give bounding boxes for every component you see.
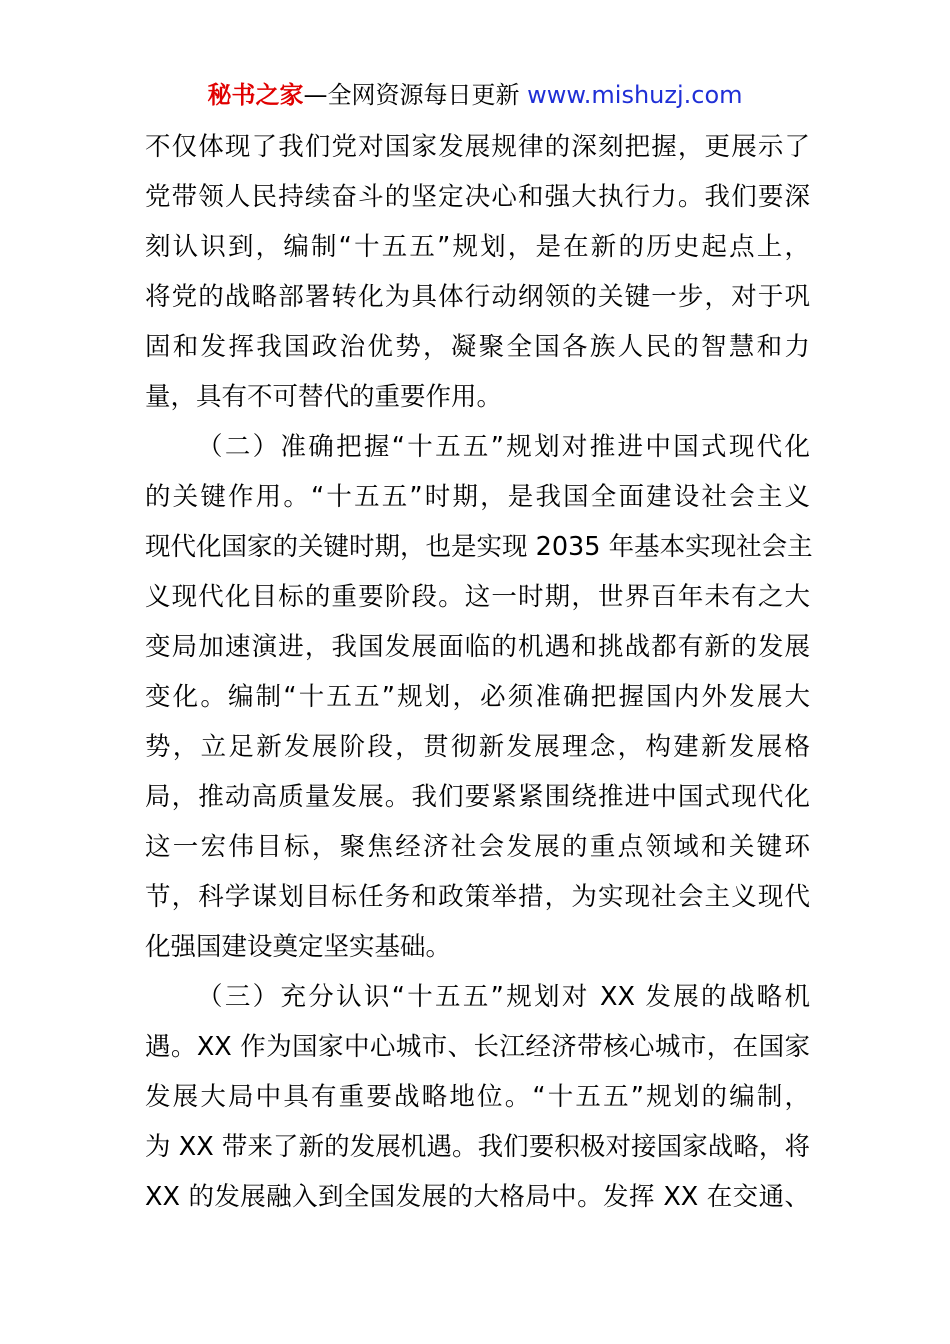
text-line: 局，推动高质量发展。我们要紧紧围绕推进中国式现代化: [145, 782, 810, 812]
text-line: 义现代化目标的重要阶段。这一时期，世界百年未有之大: [145, 582, 810, 612]
site-tagline: —全网资源每日更新: [303, 81, 520, 109]
text-line: 现代化国家的关键时期，也是实现 2035 年基本实现社会主: [145, 532, 813, 562]
text-line: 这一宏伟目标，聚焦经济社会发展的重点领域和关键环: [145, 832, 810, 862]
document-body: [145, 122, 813, 1222]
text-line: 将党的战略部署转化为具体行动纲领的关键一步，对于巩: [145, 282, 810, 312]
text-line: 的关键作用。“十五五”时期，是我国全面建设社会主义: [145, 482, 810, 512]
text-line: 固和发挥我国政治优势，凝聚全国各族人民的智慧和力: [145, 332, 810, 362]
text-line: 为 XX 带来了新的发展机遇。我们要积极对接国家战略，将: [145, 1132, 810, 1162]
text-line: 量，具有不可替代的重要作用。: [145, 382, 503, 412]
text-line: 变化。编制“十五五”规划，必须准确把握国内外发展大: [145, 682, 810, 712]
section-heading-line: （二）准确把握“十五五”规划对推进中国式现代化: [197, 432, 810, 462]
text-line: XX 的发展融入到全国发展的大格局中。发挥 XX 在交通、: [145, 1182, 810, 1212]
section-heading-line: （三）充分认识“十五五”规划对 XX 发展的战略机: [197, 982, 810, 1012]
text-line: 遇。XX 作为国家中心城市、长江经济带核心城市，在国家: [145, 1032, 810, 1062]
text-line: 化强国建设奠定坚实基础。: [145, 932, 452, 962]
text-line: 发展大局中具有重要战略地位。“十五五”规划的编制，: [145, 1082, 810, 1112]
text-line: 势，立足新发展阶段，贯彻新发展理念，构建新发展格: [145, 732, 810, 762]
text-line: 不仅体现了我们党对国家发展规律的深刻把握，更展示了: [145, 132, 810, 162]
text-line: 节，科学谋划目标任务和政策举措，为实现社会主义现代: [145, 882, 810, 912]
page-header: [0, 78, 950, 112]
text-line: 党带领人民持续奋斗的坚定决心和强大执行力。我们要深: [145, 182, 810, 212]
site-brand: 秘书之家: [207, 81, 304, 109]
text-line: 变局加速演进，我国发展面临的机遇和挑战都有新的发展: [145, 632, 810, 662]
site-url[interactable]: www.mishuzj.com: [527, 81, 743, 109]
text-line: 刻认识到，编制“十五五”规划，是在新的历史起点上，: [145, 232, 810, 262]
